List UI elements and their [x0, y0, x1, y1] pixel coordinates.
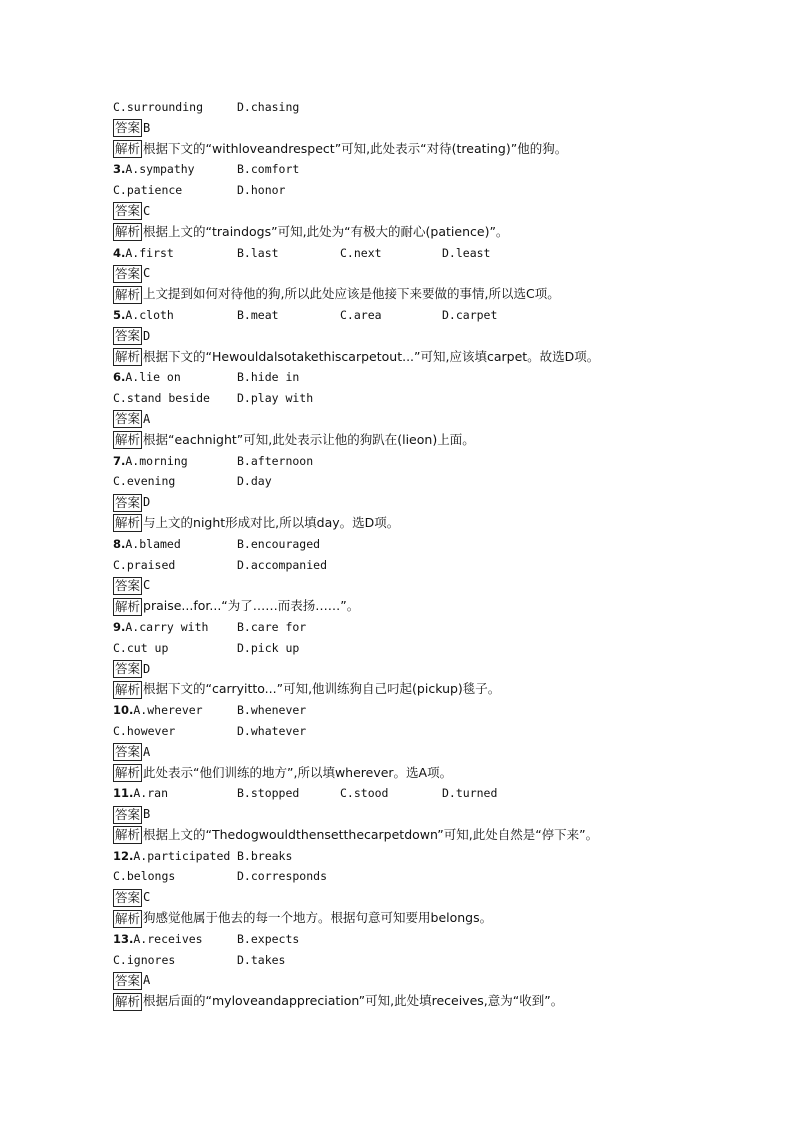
answer-line: [113, 201, 713, 222]
answer-label: 答案: [115, 328, 141, 344]
option-text: C.ignores: [113, 952, 176, 967]
option-text: B.care for: [237, 619, 307, 634]
option: [237, 555, 340, 576]
option: [113, 471, 237, 492]
answer-label: 答案: [115, 577, 141, 593]
option-text: A.sympathy: [125, 162, 195, 177]
question-number: 7.: [113, 453, 126, 468]
answer-value: C: [143, 578, 151, 593]
option: [113, 721, 237, 742]
answer-value: B: [143, 120, 151, 135]
analysis-label: 解析: [115, 827, 141, 843]
option-text: D.chasing: [237, 100, 300, 114]
option: [442, 783, 497, 804]
analysis-line: [113, 825, 713, 846]
answer-label: 答案: [115, 889, 141, 905]
analysis-label: 解析: [115, 598, 141, 614]
option-text: D.whatever: [237, 723, 307, 738]
analysis-text: 与上文的night形成对比,所以填day。选D项。: [143, 514, 400, 530]
analysis-line: [113, 222, 713, 243]
answer-line: [113, 409, 713, 430]
question-options-row: [113, 783, 713, 804]
option: [113, 305, 237, 326]
analysis-line: [113, 763, 713, 784]
option: [113, 929, 237, 950]
analysis-label: 解析: [115, 993, 141, 1009]
option: [113, 451, 237, 472]
question-options-row: [113, 180, 713, 201]
option: [237, 700, 340, 721]
question-number: 11.: [113, 786, 134, 801]
answer-label: 答案: [115, 203, 141, 219]
option-text: C.area: [340, 307, 382, 322]
option: [237, 388, 340, 409]
option-text: B.whenever: [237, 703, 307, 718]
question-options-row: [113, 929, 713, 950]
analysis-text: 根据下文的“Hewouldalsotakethiscarpetout...”可知,应该填carpet。故选D项。: [143, 348, 600, 364]
option-text: A.cloth: [125, 307, 174, 322]
answer-line: [113, 575, 713, 596]
analysis-text: 上文提到如何对待他的狗,所以此处应该是他接下来要做的事情,所以选C项。: [143, 286, 560, 302]
answer-label: 答案: [115, 120, 141, 136]
option-text: A.blamed: [125, 536, 181, 551]
answer-line: [113, 887, 713, 908]
analysis-text: 根据下文的“carryitto...”可知,他训练狗自己叼起(pickup)毯子。: [143, 681, 501, 697]
answer-label: 答案: [115, 265, 141, 281]
option-text: D.corresponds: [237, 869, 328, 884]
answer-line: [113, 326, 713, 347]
option: [340, 243, 442, 264]
option: [237, 534, 340, 555]
option: [237, 471, 340, 492]
analysis-line: [113, 284, 713, 305]
option: [113, 700, 237, 721]
option-text: C.patience: [113, 183, 183, 198]
analysis-line: [113, 139, 713, 160]
option: [442, 305, 497, 326]
option-text: D.accompanied: [237, 557, 328, 572]
question-number: 5.: [113, 307, 126, 322]
answer-value: D: [143, 328, 151, 343]
option: [113, 388, 237, 409]
answer-value: B: [143, 807, 151, 822]
analysis-text: 狗感觉他属于他去的每一个地方。根据句意可知要用belongs。: [143, 910, 493, 926]
question-number: 13.: [113, 931, 134, 946]
option: [113, 159, 237, 180]
option-text: B.meat: [237, 307, 279, 322]
option: [237, 617, 340, 638]
option-text: A.wherever: [133, 703, 203, 718]
option-text: D.takes: [237, 952, 286, 967]
option-text: B.afternoon: [237, 453, 314, 468]
option-text: A.lie on: [125, 370, 181, 385]
analysis-line: [113, 430, 713, 451]
answer-label: 答案: [115, 494, 141, 510]
option: [237, 97, 340, 118]
option: [237, 929, 340, 950]
option: [113, 367, 237, 388]
analysis-line: [113, 596, 713, 617]
question-options-row: [113, 617, 713, 638]
answer-value: D: [143, 495, 151, 510]
answer-key-document: [113, 97, 713, 1012]
question-options-row: [113, 846, 713, 867]
answer-value: C: [143, 890, 151, 905]
option-text: B.expects: [237, 931, 300, 946]
option: [113, 243, 237, 264]
option: [237, 243, 340, 264]
answer-line: [113, 970, 713, 991]
answer-label: 答案: [115, 972, 141, 988]
option: [237, 638, 340, 659]
analysis-text: 根据后面的“myloveandappreciation”可知,此处填receives,意为“收到”。: [143, 993, 564, 1009]
question-options-row: [113, 243, 713, 264]
analysis-label: 解析: [115, 681, 141, 697]
option-text: B.stopped: [237, 786, 300, 801]
answer-label: 答案: [115, 411, 141, 427]
analysis-line: [113, 908, 713, 929]
analysis-text: 根据下文的“withloveandrespect”可知,此处表示“对待(treating)”他的狗。: [143, 140, 568, 156]
question-options-row: [113, 388, 713, 409]
option-text: C.cut up: [113, 640, 169, 655]
analysis-label: 解析: [115, 349, 141, 365]
question-options-row: [113, 367, 713, 388]
answer-label: 答案: [115, 806, 141, 822]
analysis-line: [113, 513, 713, 534]
option: [113, 534, 237, 555]
analysis-label: 解析: [115, 141, 141, 157]
answer-value: A: [143, 744, 151, 759]
option-text: D.day: [237, 474, 272, 489]
option-text: B.encouraged: [237, 536, 321, 551]
option: [113, 555, 237, 576]
answer-value: A: [143, 411, 151, 426]
answer-value: D: [143, 661, 151, 676]
option-text: C.however: [113, 723, 176, 738]
option: [237, 721, 340, 742]
option-text: C.praised: [113, 557, 176, 572]
option: [237, 846, 340, 867]
question-number: 4.: [113, 245, 126, 260]
answer-line: [113, 492, 713, 513]
question-options-row: [113, 950, 713, 971]
option-text: A.receives: [133, 931, 203, 946]
question-options-row: [113, 159, 713, 180]
option: [442, 243, 490, 264]
analysis-label: 解析: [115, 432, 141, 448]
option-text: D.play with: [237, 391, 314, 406]
option-text: C.belongs: [113, 869, 176, 884]
question-number: 10.: [113, 703, 134, 718]
question-options-row: [113, 451, 713, 472]
option: [237, 950, 340, 971]
answer-value: A: [143, 973, 151, 988]
answer-line: [113, 659, 713, 680]
question-options-row: [113, 305, 713, 326]
option: [237, 180, 340, 201]
option-text: C.stand beside: [113, 391, 210, 406]
analysis-label: 解析: [115, 910, 141, 926]
answer-line: [113, 804, 713, 825]
question-number: 6.: [113, 370, 126, 385]
analysis-line: [113, 991, 713, 1012]
option-text: C.evening: [113, 474, 176, 489]
option-text: B.last: [237, 245, 279, 260]
analysis-line: [113, 679, 713, 700]
option: [340, 305, 442, 326]
answer-value: C: [143, 266, 151, 281]
option: [113, 783, 237, 804]
analysis-text: 根据上文的“traindogs”可知,此处为“有极大的耐心(patience)”。: [143, 223, 509, 239]
option-text: D.carpet: [442, 307, 498, 322]
analysis-text: 此处表示“他们训练的地方”,所以填wherever。选A项。: [143, 764, 453, 780]
option-text: D.turned: [442, 786, 498, 801]
option-text: C.stood: [340, 786, 389, 801]
option-text: B.comfort: [237, 162, 300, 177]
question-number: 12.: [113, 848, 134, 863]
option: [113, 638, 237, 659]
question-options-row: [113, 555, 713, 576]
option: [113, 866, 237, 887]
analysis-label: 解析: [115, 765, 141, 780]
analysis-text: praise...for...“为了……而表扬……”。: [143, 598, 360, 614]
analysis-line: [113, 347, 713, 368]
question-options-row: [113, 471, 713, 492]
option: [237, 783, 340, 804]
option-text: A.morning: [125, 453, 188, 468]
option-text: C.next: [340, 245, 382, 260]
option: [113, 180, 237, 201]
option-text: D.pick up: [237, 640, 300, 655]
question-options-row: [113, 721, 713, 742]
question-options-row: [113, 866, 713, 887]
option-text: D.least: [442, 245, 491, 260]
option: [113, 97, 237, 118]
option-text: D.honor: [237, 183, 286, 198]
option: [237, 866, 340, 887]
option: [113, 950, 237, 971]
option-text: C.surrounding: [113, 100, 204, 114]
analysis-label: 解析: [115, 515, 141, 531]
question-number: 9.: [113, 619, 126, 634]
answer-value: C: [143, 203, 151, 218]
option-text: B.breaks: [237, 848, 293, 863]
option: [113, 617, 237, 638]
analysis-label: 解析: [115, 224, 141, 240]
question-options-row: [113, 534, 713, 555]
option-text: B.hide in: [237, 370, 300, 385]
option-text: A.participated: [133, 848, 231, 863]
question-number: 8.: [113, 536, 126, 551]
question-options-row: [113, 700, 713, 721]
option-text: A.carry with: [125, 619, 209, 634]
answer-label: 答案: [115, 744, 141, 760]
analysis-text: 根据“eachnight”可知,此处表示让他的狗趴在(lieon)上面。: [143, 431, 475, 447]
answer-line: [113, 118, 713, 139]
question-options-row: [113, 97, 713, 118]
option: [237, 305, 340, 326]
answer-label: 答案: [115, 661, 141, 677]
analysis-label: 解析: [115, 286, 141, 302]
option: [237, 159, 340, 180]
option: [237, 367, 340, 388]
question-number: 3.: [113, 162, 126, 177]
option-text: A.first: [125, 245, 174, 260]
question-options-row: [113, 638, 713, 659]
answer-line: [113, 263, 713, 284]
option: [340, 783, 442, 804]
option-text: A.ran: [133, 786, 168, 801]
option: [113, 846, 237, 867]
answer-line: [113, 742, 713, 763]
analysis-text: 根据上文的“Thedogwouldthensetthecarpetdown”可知,此处自然是“停下来”。: [143, 826, 599, 842]
option: [237, 451, 340, 472]
